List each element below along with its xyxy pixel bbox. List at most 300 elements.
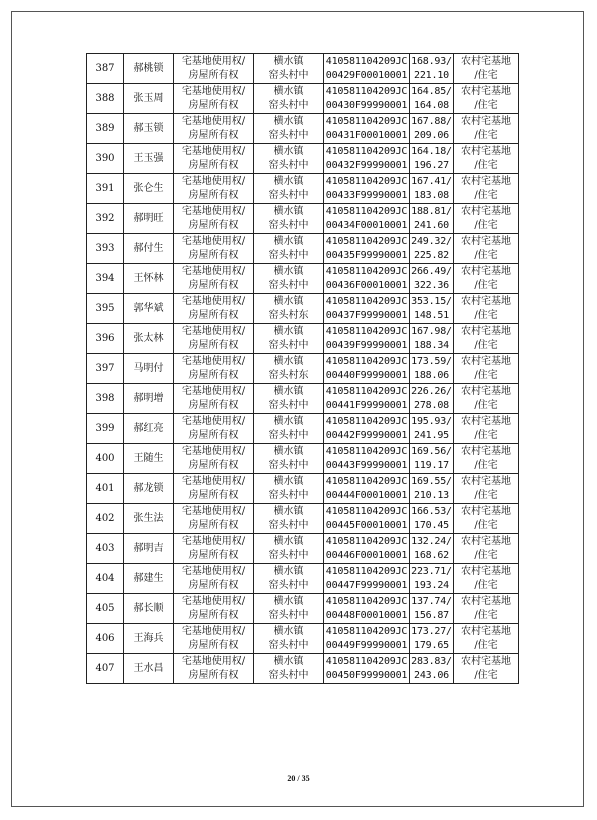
area-line: 195.93/ <box>411 415 452 427</box>
owner-name-cell: 王怀林 <box>124 264 174 294</box>
area-cell <box>410 114 454 144</box>
right-type-line: 宅基地使用权/ <box>181 355 246 367</box>
row-number-cell: 402 <box>87 504 124 534</box>
unit-code-line: 410581104209JC <box>325 505 408 517</box>
owner-name-cell: 郝建生 <box>124 564 174 594</box>
right-type-cell <box>174 264 254 294</box>
table-row <box>87 84 519 114</box>
location-line: 横水镇 <box>273 655 304 667</box>
unit-code-line: 00435F99990001 <box>325 249 408 261</box>
area-line: 353.15/ <box>411 295 452 307</box>
row-number-cell: 397 <box>87 354 124 384</box>
unit-code-line: 410581104209JC <box>325 595 408 607</box>
table-row <box>87 564 519 594</box>
area-line: 167.88/ <box>411 115 452 127</box>
location-cell <box>254 564 324 594</box>
land-use-cell <box>454 624 519 654</box>
right-type-line: 房屋所有权 <box>188 129 239 141</box>
unit-code-line: 410581104209JC <box>325 475 408 487</box>
unit-code-line: 00430F99990001 <box>325 99 408 111</box>
right-type-line: 房屋所有权 <box>188 399 239 411</box>
location-cell <box>254 204 324 234</box>
unit-code-line: 00433F99990001 <box>325 189 408 201</box>
location-line: 窑头村中 <box>268 69 309 81</box>
area-line: 283.83/ <box>411 655 452 667</box>
row-number-cell: 406 <box>87 624 124 654</box>
location-line: 窑头村中 <box>268 669 309 681</box>
land-use-line: /住宅 <box>474 459 498 471</box>
right-type-cell <box>174 444 254 474</box>
row-number-cell: 404 <box>87 564 124 594</box>
location-cell <box>254 174 324 204</box>
land-use-line: /住宅 <box>474 99 498 111</box>
location-line: 横水镇 <box>273 85 304 97</box>
land-use-cell <box>454 54 519 84</box>
right-type-line: 房屋所有权 <box>188 159 239 171</box>
unit-code-line: 00448F00010001 <box>325 609 408 621</box>
land-use-line: /住宅 <box>474 669 498 681</box>
location-cell <box>254 534 324 564</box>
area-cell <box>410 654 454 684</box>
right-type-cell <box>174 114 254 144</box>
unit-code-cell <box>324 324 410 354</box>
owner-name-cell: 张玉周 <box>124 84 174 114</box>
land-use-line: /住宅 <box>474 219 498 231</box>
land-use-line: 农村宅基地 <box>461 205 511 217</box>
area-line: 132.24/ <box>411 535 452 547</box>
unit-code-line: 410581104209JC <box>325 115 408 127</box>
land-use-cell <box>454 84 519 114</box>
area-line: 278.08 <box>414 399 449 411</box>
land-use-cell <box>454 474 519 504</box>
area-line: 225.82 <box>414 249 449 261</box>
table-row <box>87 594 519 624</box>
location-line: 窑头村中 <box>268 219 309 231</box>
owner-name-cell: 郭华斌 <box>124 294 174 324</box>
location-line: 横水镇 <box>273 625 304 637</box>
area-cell <box>410 354 454 384</box>
land-use-line: /住宅 <box>474 399 498 411</box>
land-use-line: 农村宅基地 <box>461 295 511 307</box>
location-line: 横水镇 <box>273 205 304 217</box>
right-type-line: 宅基地使用权/ <box>181 505 246 517</box>
area-line: 156.87 <box>414 609 449 621</box>
area-cell <box>410 234 454 264</box>
location-cell <box>254 84 324 114</box>
right-type-line: 房屋所有权 <box>188 219 239 231</box>
unit-code-line: 410581104209JC <box>325 265 408 277</box>
right-type-cell <box>174 84 254 114</box>
owner-name-cell: 郝玉锁 <box>124 114 174 144</box>
unit-code-cell <box>324 234 410 264</box>
page-number: 20 / 35 <box>287 774 310 783</box>
area-line: 243.06 <box>414 669 449 681</box>
area-cell <box>410 414 454 444</box>
location-line: 横水镇 <box>273 235 304 247</box>
unit-code-cell <box>324 144 410 174</box>
unit-code-cell <box>324 54 410 84</box>
area-cell <box>410 324 454 354</box>
location-line: 窑头村中 <box>268 399 309 411</box>
right-type-cell <box>174 414 254 444</box>
land-use-cell <box>454 114 519 144</box>
right-type-line: 房屋所有权 <box>188 279 239 291</box>
right-type-cell <box>174 294 254 324</box>
unit-code-line: 410581104209JC <box>325 325 408 337</box>
location-line: 窑头村东 <box>268 369 309 381</box>
area-line: 169.56/ <box>411 445 452 457</box>
land-use-line: 农村宅基地 <box>461 385 511 397</box>
right-type-line: 房屋所有权 <box>188 579 239 591</box>
table-row <box>87 414 519 444</box>
location-cell <box>254 294 324 324</box>
land-use-line: 农村宅基地 <box>461 595 511 607</box>
table-row <box>87 654 519 684</box>
unit-code-cell <box>324 204 410 234</box>
unit-code-cell <box>324 624 410 654</box>
location-cell <box>254 144 324 174</box>
right-type-cell <box>174 54 254 84</box>
land-use-line: 农村宅基地 <box>461 415 511 427</box>
land-use-line: 农村宅基地 <box>461 55 511 67</box>
land-use-cell <box>454 504 519 534</box>
location-cell <box>254 324 324 354</box>
area-cell <box>410 474 454 504</box>
right-type-line: 宅基地使用权/ <box>181 415 246 427</box>
unit-code-line: 410581104209JC <box>325 445 408 457</box>
area-cell <box>410 174 454 204</box>
land-use-line: /住宅 <box>474 609 498 621</box>
location-line: 横水镇 <box>273 475 304 487</box>
right-type-line: 房屋所有权 <box>188 69 239 81</box>
right-type-line: 房屋所有权 <box>188 369 239 381</box>
location-cell <box>254 114 324 144</box>
location-line: 窑头村中 <box>268 459 309 471</box>
right-type-line: 宅基地使用权/ <box>181 55 246 67</box>
land-use-line: 农村宅基地 <box>461 445 511 457</box>
owner-name-cell: 郝明吉 <box>124 534 174 564</box>
location-line: 窑头村东 <box>268 309 309 321</box>
land-use-line: /住宅 <box>474 579 498 591</box>
property-registration-table <box>86 53 519 684</box>
unit-code-line: 410581104209JC <box>325 565 408 577</box>
right-type-cell <box>174 504 254 534</box>
area-line: 164.85/ <box>411 85 452 97</box>
land-use-cell <box>454 384 519 414</box>
unit-code-line: 410581104209JC <box>325 205 408 217</box>
unit-code-line: 410581104209JC <box>325 145 408 157</box>
right-type-cell <box>174 654 254 684</box>
row-number-cell: 392 <box>87 204 124 234</box>
right-type-cell <box>174 144 254 174</box>
unit-code-line: 410581104209JC <box>325 535 408 547</box>
unit-code-line: 00442F99990001 <box>325 429 408 441</box>
location-line: 横水镇 <box>273 565 304 577</box>
unit-code-line: 00444F00010001 <box>325 489 408 501</box>
location-line: 横水镇 <box>273 355 304 367</box>
unit-code-line: 00436F00010001 <box>325 279 408 291</box>
right-type-line: 宅基地使用权/ <box>181 595 246 607</box>
location-cell <box>254 354 324 384</box>
owner-name-cell: 马明付 <box>124 354 174 384</box>
table-row <box>87 624 519 654</box>
row-number-cell: 394 <box>87 264 124 294</box>
location-cell <box>254 54 324 84</box>
right-type-line: 房屋所有权 <box>188 99 239 111</box>
unit-code-line: 00447F99990001 <box>325 579 408 591</box>
table-row <box>87 354 519 384</box>
area-line: 322.36 <box>414 279 449 291</box>
table-row <box>87 234 519 264</box>
right-type-line: 房屋所有权 <box>188 429 239 441</box>
location-cell <box>254 234 324 264</box>
land-use-line: /住宅 <box>474 189 498 201</box>
right-type-cell <box>174 174 254 204</box>
area-line: 193.24 <box>414 579 449 591</box>
area-cell <box>410 504 454 534</box>
land-use-cell <box>454 324 519 354</box>
right-type-line: 房屋所有权 <box>188 519 239 531</box>
location-line: 窑头村中 <box>268 639 309 651</box>
unit-code-line: 00440F99990001 <box>325 369 408 381</box>
land-use-cell <box>454 564 519 594</box>
location-line: 窑头村中 <box>268 189 309 201</box>
area-line: 188.06 <box>414 369 449 381</box>
area-cell <box>410 444 454 474</box>
area-line: 241.95 <box>414 429 449 441</box>
land-use-cell <box>454 354 519 384</box>
right-type-line: 宅基地使用权/ <box>181 115 246 127</box>
location-line: 横水镇 <box>273 295 304 307</box>
owner-name-cell: 郝红亮 <box>124 414 174 444</box>
area-line: 168.62 <box>414 549 449 561</box>
table-row <box>87 294 519 324</box>
owner-name-cell: 王海兵 <box>124 624 174 654</box>
right-type-line: 宅基地使用权/ <box>181 445 246 457</box>
row-number-cell: 391 <box>87 174 124 204</box>
area-line: 119.17 <box>414 459 449 471</box>
area-line: 148.51 <box>414 309 449 321</box>
unit-code-line: 410581104209JC <box>325 385 408 397</box>
owner-name-cell: 张生法 <box>124 504 174 534</box>
land-use-line: /住宅 <box>474 249 498 261</box>
right-type-line: 宅基地使用权/ <box>181 385 246 397</box>
row-number-cell: 399 <box>87 414 124 444</box>
land-use-line: /住宅 <box>474 69 498 81</box>
unit-code-cell <box>324 264 410 294</box>
unit-code-line: 410581104209JC <box>325 625 408 637</box>
area-cell <box>410 54 454 84</box>
unit-code-line: 00429F00010001 <box>325 69 408 81</box>
right-type-cell <box>174 234 254 264</box>
land-use-line: /住宅 <box>474 159 498 171</box>
unit-code-line: 00434F00010001 <box>325 219 408 231</box>
area-cell <box>410 204 454 234</box>
location-line: 横水镇 <box>273 55 304 67</box>
unit-code-line: 410581104209JC <box>325 175 408 187</box>
area-cell <box>410 564 454 594</box>
land-use-line: /住宅 <box>474 129 498 141</box>
table-row <box>87 174 519 204</box>
unit-code-line: 410581104209JC <box>325 355 408 367</box>
row-number-cell: 393 <box>87 234 124 264</box>
right-type-cell <box>174 564 254 594</box>
land-use-cell <box>454 414 519 444</box>
right-type-line: 宅基地使用权/ <box>181 565 246 577</box>
unit-code-cell <box>324 504 410 534</box>
unit-code-cell <box>324 654 410 684</box>
row-number-cell: 400 <box>87 444 124 474</box>
location-line: 窑头村中 <box>268 339 309 351</box>
table-row <box>87 264 519 294</box>
location-line: 横水镇 <box>273 175 304 187</box>
area-line: 166.53/ <box>411 505 452 517</box>
unit-code-cell <box>324 174 410 204</box>
area-line: 173.59/ <box>411 355 452 367</box>
unit-code-cell <box>324 414 410 444</box>
right-type-line: 宅基地使用权/ <box>181 625 246 637</box>
area-line: 167.98/ <box>411 325 452 337</box>
unit-code-cell <box>324 114 410 144</box>
right-type-line: 房屋所有权 <box>188 669 239 681</box>
land-use-cell <box>454 294 519 324</box>
area-line: 188.34 <box>414 339 449 351</box>
row-number-cell: 388 <box>87 84 124 114</box>
unit-code-line: 410581104209JC <box>325 415 408 427</box>
table-row <box>87 324 519 354</box>
land-use-line: 农村宅基地 <box>461 625 511 637</box>
location-line: 横水镇 <box>273 445 304 457</box>
table-row <box>87 444 519 474</box>
owner-name-cell: 郝桃锁 <box>124 54 174 84</box>
owner-name-cell: 郝龙锁 <box>124 474 174 504</box>
row-number-cell: 405 <box>87 594 124 624</box>
unit-code-cell <box>324 444 410 474</box>
area-line: 137.74/ <box>411 595 452 607</box>
location-line: 横水镇 <box>273 115 304 127</box>
unit-code-cell <box>324 594 410 624</box>
owner-name-cell: 王玉强 <box>124 144 174 174</box>
unit-code-line: 00441F99990001 <box>325 399 408 411</box>
area-line: 209.06 <box>414 129 449 141</box>
location-cell <box>254 444 324 474</box>
location-cell <box>254 504 324 534</box>
unit-code-cell <box>324 354 410 384</box>
location-line: 横水镇 <box>273 265 304 277</box>
unit-code-line: 410581104209JC <box>325 295 408 307</box>
table-row <box>87 54 519 84</box>
right-type-cell <box>174 474 254 504</box>
location-line: 横水镇 <box>273 385 304 397</box>
land-use-line: 农村宅基地 <box>461 175 511 187</box>
unit-code-cell <box>324 564 410 594</box>
area-line: 249.32/ <box>411 235 452 247</box>
land-use-line: 农村宅基地 <box>461 475 511 487</box>
location-line: 窑头村中 <box>268 279 309 291</box>
unit-code-line: 00443F99990001 <box>325 459 408 471</box>
table-row <box>87 114 519 144</box>
right-type-line: 房屋所有权 <box>188 609 239 621</box>
right-type-line: 宅基地使用权/ <box>181 145 246 157</box>
land-use-line: 农村宅基地 <box>461 85 511 97</box>
area-line: 241.60 <box>414 219 449 231</box>
location-line: 窑头村中 <box>268 609 309 621</box>
land-use-line: /住宅 <box>474 489 498 501</box>
area-cell <box>410 594 454 624</box>
unit-code-cell <box>324 384 410 414</box>
area-line: 170.45 <box>414 519 449 531</box>
area-cell <box>410 384 454 414</box>
unit-code-line: 00431F00010001 <box>325 129 408 141</box>
area-line: 266.49/ <box>411 265 452 277</box>
right-type-line: 宅基地使用权/ <box>181 265 246 277</box>
location-line: 横水镇 <box>273 595 304 607</box>
right-type-cell <box>174 624 254 654</box>
right-type-cell <box>174 534 254 564</box>
land-use-cell <box>454 594 519 624</box>
location-line: 窑头村中 <box>268 249 309 261</box>
right-type-cell <box>174 594 254 624</box>
area-cell <box>410 294 454 324</box>
right-type-line: 房屋所有权 <box>188 639 239 651</box>
land-use-line: /住宅 <box>474 339 498 351</box>
location-line: 横水镇 <box>273 325 304 337</box>
location-cell <box>254 264 324 294</box>
unit-code-cell <box>324 474 410 504</box>
unit-code-cell <box>324 84 410 114</box>
unit-code-line: 00450F99990001 <box>325 669 408 681</box>
land-use-line: /住宅 <box>474 549 498 561</box>
area-cell <box>410 534 454 564</box>
land-use-line: 农村宅基地 <box>461 265 511 277</box>
row-number-cell: 396 <box>87 324 124 354</box>
land-use-line: /住宅 <box>474 639 498 651</box>
location-line: 窑头村中 <box>268 519 309 531</box>
land-use-line: 农村宅基地 <box>461 505 511 517</box>
table-row <box>87 204 519 234</box>
row-number-cell: 395 <box>87 294 124 324</box>
location-line: 横水镇 <box>273 415 304 427</box>
unit-code-line: 410581104209JC <box>325 235 408 247</box>
land-use-cell <box>454 144 519 174</box>
area-line: 226.26/ <box>411 385 452 397</box>
right-type-cell <box>174 384 254 414</box>
location-line: 窑头村中 <box>268 99 309 111</box>
area-line: 210.13 <box>414 489 449 501</box>
row-number-cell: 390 <box>87 144 124 174</box>
unit-code-line: 410581104209JC <box>325 85 408 97</box>
land-use-cell <box>454 654 519 684</box>
right-type-line: 宅基地使用权/ <box>181 535 246 547</box>
location-line: 横水镇 <box>273 535 304 547</box>
area-line: 164.18/ <box>411 145 452 157</box>
area-line: 173.27/ <box>411 625 452 637</box>
right-type-cell <box>174 324 254 354</box>
unit-code-line: 410581104209JC <box>325 655 408 667</box>
right-type-cell <box>174 204 254 234</box>
owner-name-cell: 王水昌 <box>124 654 174 684</box>
table-row <box>87 534 519 564</box>
land-use-line: 农村宅基地 <box>461 355 511 367</box>
area-line: 169.55/ <box>411 475 452 487</box>
row-number-cell: 389 <box>87 114 124 144</box>
land-use-line: 农村宅基地 <box>461 145 511 157</box>
land-use-line: 农村宅基地 <box>461 565 511 577</box>
land-use-line: /住宅 <box>474 369 498 381</box>
right-type-line: 房屋所有权 <box>188 549 239 561</box>
unit-code-line: 00437F99990001 <box>325 309 408 321</box>
owner-name-cell: 郝明增 <box>124 384 174 414</box>
